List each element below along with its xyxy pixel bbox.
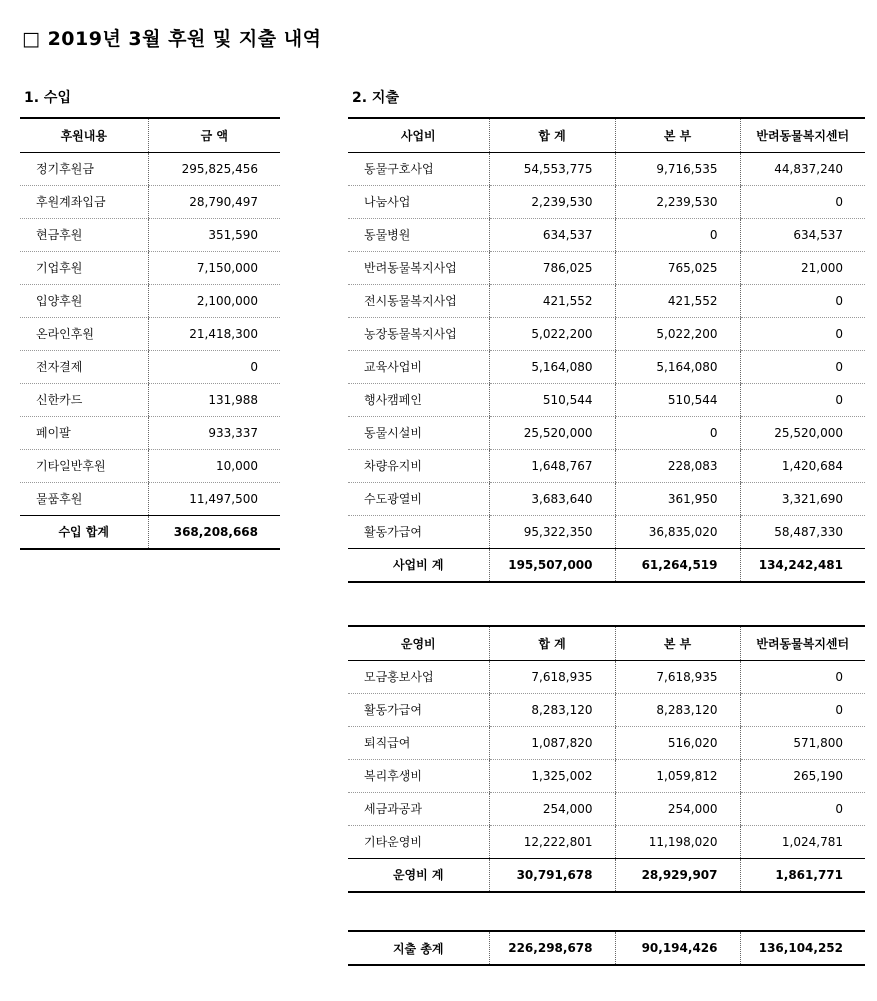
table-row — [348, 152, 865, 185]
income-item-name: 신한카드 — [20, 383, 148, 416]
operating-item-total: 1,325,002 — [489, 759, 615, 792]
income-item-name: 페이팔 — [20, 416, 148, 449]
business-item-total: 2,239,530 — [489, 185, 615, 218]
business-header-center: 반려동물복지센터 — [740, 118, 865, 152]
business-total-row — [348, 548, 865, 582]
income-header-amount: 금 액 — [148, 118, 280, 152]
operating-expense-table — [348, 625, 865, 893]
income-item-name: 정기후원금 — [20, 152, 148, 185]
business-item-center: 634,537 — [740, 218, 865, 251]
income-item-amount: 11,497,500 — [148, 482, 280, 515]
grand-total-table — [348, 930, 865, 966]
business-item-total: 25,520,000 — [489, 416, 615, 449]
operating-total-row — [348, 858, 865, 892]
operating-item-name: 복리후생비 — [348, 759, 489, 792]
grand-total-hq: 90,194,426 — [615, 931, 740, 965]
income-item-name: 기업후원 — [20, 251, 148, 284]
business-item-hq: 5,022,200 — [615, 317, 740, 350]
business-item-total: 54,553,775 — [489, 152, 615, 185]
business-item-name: 농장동물복지사업 — [348, 317, 489, 350]
table-row — [348, 416, 865, 449]
business-item-name: 행사캠페인 — [348, 383, 489, 416]
business-item-name: 나눔사업 — [348, 185, 489, 218]
income-item-name: 입양후원 — [20, 284, 148, 317]
income-item-amount: 2,100,000 — [148, 284, 280, 317]
table-row — [20, 383, 280, 416]
income-total-row — [20, 515, 280, 549]
operating-item-hq: 254,000 — [615, 792, 740, 825]
business-item-hq: 0 — [615, 218, 740, 251]
income-header-row — [20, 118, 280, 152]
business-item-center: 0 — [740, 317, 865, 350]
income-item-name: 후원계좌입금 — [20, 185, 148, 218]
table-row — [348, 218, 865, 251]
income-total-label: 수입 합계 — [20, 515, 148, 549]
table-row — [348, 185, 865, 218]
business-item-center: 1,420,684 — [740, 449, 865, 482]
income-item-amount: 0 — [148, 350, 280, 383]
business-item-total: 421,552 — [489, 284, 615, 317]
table-row — [20, 152, 280, 185]
business-item-center: 25,520,000 — [740, 416, 865, 449]
operating-item-name: 퇴직급여 — [348, 726, 489, 759]
table-row — [20, 482, 280, 515]
grand-total-center: 136,104,252 — [740, 931, 865, 965]
business-item-name: 동물병원 — [348, 218, 489, 251]
income-item-amount: 28,790,497 — [148, 185, 280, 218]
operating-header-row — [348, 626, 865, 660]
operating-item-name: 모금홍보사업 — [348, 660, 489, 693]
table-row — [348, 792, 865, 825]
table-row — [348, 726, 865, 759]
operating-item-center: 1,024,781 — [740, 825, 865, 858]
table-row — [348, 693, 865, 726]
operating-total-sum: 30,791,678 — [489, 858, 615, 892]
operating-item-total: 12,222,801 — [489, 825, 615, 858]
operating-item-total: 254,000 — [489, 792, 615, 825]
table-row — [20, 218, 280, 251]
business-item-center: 0 — [740, 350, 865, 383]
business-item-center: 44,837,240 — [740, 152, 865, 185]
business-item-hq: 765,025 — [615, 251, 740, 284]
operating-item-name: 기타운영비 — [364, 835, 422, 849]
grand-total-sum: 226,298,678 — [489, 931, 615, 965]
table-row — [348, 759, 865, 792]
table-row — [348, 317, 865, 350]
operating-item-center: 265,190 — [740, 759, 865, 792]
business-item-name: 수도광열비 — [348, 482, 489, 515]
income-item-name: 온라인후원 — [20, 317, 148, 350]
table-row — [20, 185, 280, 218]
business-header-hq: 본 부 — [615, 118, 740, 152]
business-item-total: 95,322,350 — [489, 515, 615, 548]
table-row — [348, 449, 865, 482]
business-item-name: 차량유지비 — [348, 449, 489, 482]
operating-total-label: 운영비 계 — [348, 858, 489, 892]
operating-header-center: 반려동물복지센터 — [740, 626, 865, 660]
business-item-total: 786,025 — [489, 251, 615, 284]
business-item-center: 3,321,690 — [740, 482, 865, 515]
operating-item-hq: 8,283,120 — [615, 693, 740, 726]
income-item-amount: 933,337 — [148, 416, 280, 449]
operating-header-total: 합 계 — [489, 626, 615, 660]
operating-item-total: 7,618,935 — [489, 660, 615, 693]
table-row — [348, 482, 865, 515]
operating-item-name: 세금과공과 — [348, 792, 489, 825]
business-item-hq: 9,716,535 — [615, 152, 740, 185]
table-row — [20, 317, 280, 350]
operating-item-name: 활동가급여 — [348, 693, 489, 726]
operating-item-total: 8,283,120 — [489, 693, 615, 726]
income-section-label: 1. 수입 — [24, 90, 71, 106]
business-item-center: 0 — [740, 284, 865, 317]
operating-total-center: 1,861,771 — [740, 858, 865, 892]
grand-total-row — [348, 931, 865, 965]
table-row — [348, 515, 865, 548]
table-row — [348, 350, 865, 383]
operating-header-hq: 본 부 — [615, 626, 740, 660]
income-item-amount: 131,988 — [148, 383, 280, 416]
business-item-hq: 421,552 — [615, 284, 740, 317]
table-row — [20, 284, 280, 317]
table-row — [20, 350, 280, 383]
operating-total-hq: 28,929,907 — [615, 858, 740, 892]
business-item-name: 반려동물복지사업 — [348, 251, 489, 284]
business-total-label: 사업비 계 — [348, 548, 489, 582]
business-header-total: 합 계 — [489, 118, 615, 152]
business-header-category: 사업비 — [348, 118, 489, 152]
business-item-name: 교육사업비 — [348, 350, 489, 383]
expense-section-label: 2. 지출 — [352, 90, 399, 106]
table-row — [20, 416, 280, 449]
income-table — [20, 117, 280, 550]
business-item-center: 58,487,330 — [740, 515, 865, 548]
income-item-amount: 10,000 — [148, 449, 280, 482]
operating-item-center: 0 — [740, 660, 865, 693]
operating-item-hq: 1,059,812 — [615, 759, 740, 792]
table-row — [20, 449, 280, 482]
income-item-amount: 21,418,300 — [148, 317, 280, 350]
business-total-sum: 195,507,000 — [489, 548, 615, 582]
business-item-total: 510,544 — [489, 383, 615, 416]
business-total-center: 134,242,481 — [740, 548, 865, 582]
business-item-name: 동물구호사업 — [348, 152, 489, 185]
income-item-amount: 295,825,456 — [148, 152, 280, 185]
operating-header-category: 운영비 — [348, 626, 489, 660]
business-expense-table — [348, 117, 865, 583]
income-item-name: 전자결제 — [20, 350, 148, 383]
income-total-amount: 368,208,668 — [148, 515, 280, 549]
business-item-center: 0 — [740, 383, 865, 416]
business-item-center: 0 — [740, 185, 865, 218]
business-item-total: 5,022,200 — [489, 317, 615, 350]
business-item-total: 5,164,080 — [489, 350, 615, 383]
business-item-hq: 361,950 — [615, 482, 740, 515]
page-title: □ 2019년 3월 후원 및 지출 내역 — [22, 28, 322, 50]
table-row — [348, 660, 865, 693]
business-item-hq: 5,164,080 — [615, 350, 740, 383]
income-item-name: 기타일반후원 — [20, 449, 148, 482]
operating-item-hq: 7,618,935 — [615, 660, 740, 693]
income-header-item: 후원내용 — [20, 118, 148, 152]
grand-total-label: 지출 총계 — [348, 931, 489, 965]
operating-item-center: 0 — [740, 693, 865, 726]
business-item-hq: 36,835,020 — [615, 515, 740, 548]
business-item-total: 1,648,767 — [489, 449, 615, 482]
business-total-hq: 61,264,519 — [615, 548, 740, 582]
business-header-row — [348, 118, 865, 152]
table-row — [348, 383, 865, 416]
business-item-center: 21,000 — [740, 251, 865, 284]
business-item-hq: 2,239,530 — [615, 185, 740, 218]
business-item-name: 활동가급여 — [364, 525, 422, 539]
operating-item-total: 1,087,820 — [489, 726, 615, 759]
table-row — [348, 825, 865, 858]
business-item-hq: 510,544 — [615, 383, 740, 416]
business-item-name: 동물시설비 — [348, 416, 489, 449]
income-item-name: 물품후원 — [36, 492, 83, 506]
table-row — [20, 251, 280, 284]
income-item-name: 현금후원 — [20, 218, 148, 251]
income-item-amount: 351,590 — [148, 218, 280, 251]
table-row — [348, 284, 865, 317]
business-item-name: 전시동물복지사업 — [348, 284, 489, 317]
operating-item-hq: 516,020 — [615, 726, 740, 759]
business-item-total: 634,537 — [489, 218, 615, 251]
business-item-hq: 228,083 — [615, 449, 740, 482]
business-item-hq: 0 — [615, 416, 740, 449]
income-item-amount: 7,150,000 — [148, 251, 280, 284]
table-row — [348, 251, 865, 284]
operating-item-center: 0 — [740, 792, 865, 825]
business-item-total: 3,683,640 — [489, 482, 615, 515]
operating-item-hq: 11,198,020 — [615, 825, 740, 858]
operating-item-center: 571,800 — [740, 726, 865, 759]
